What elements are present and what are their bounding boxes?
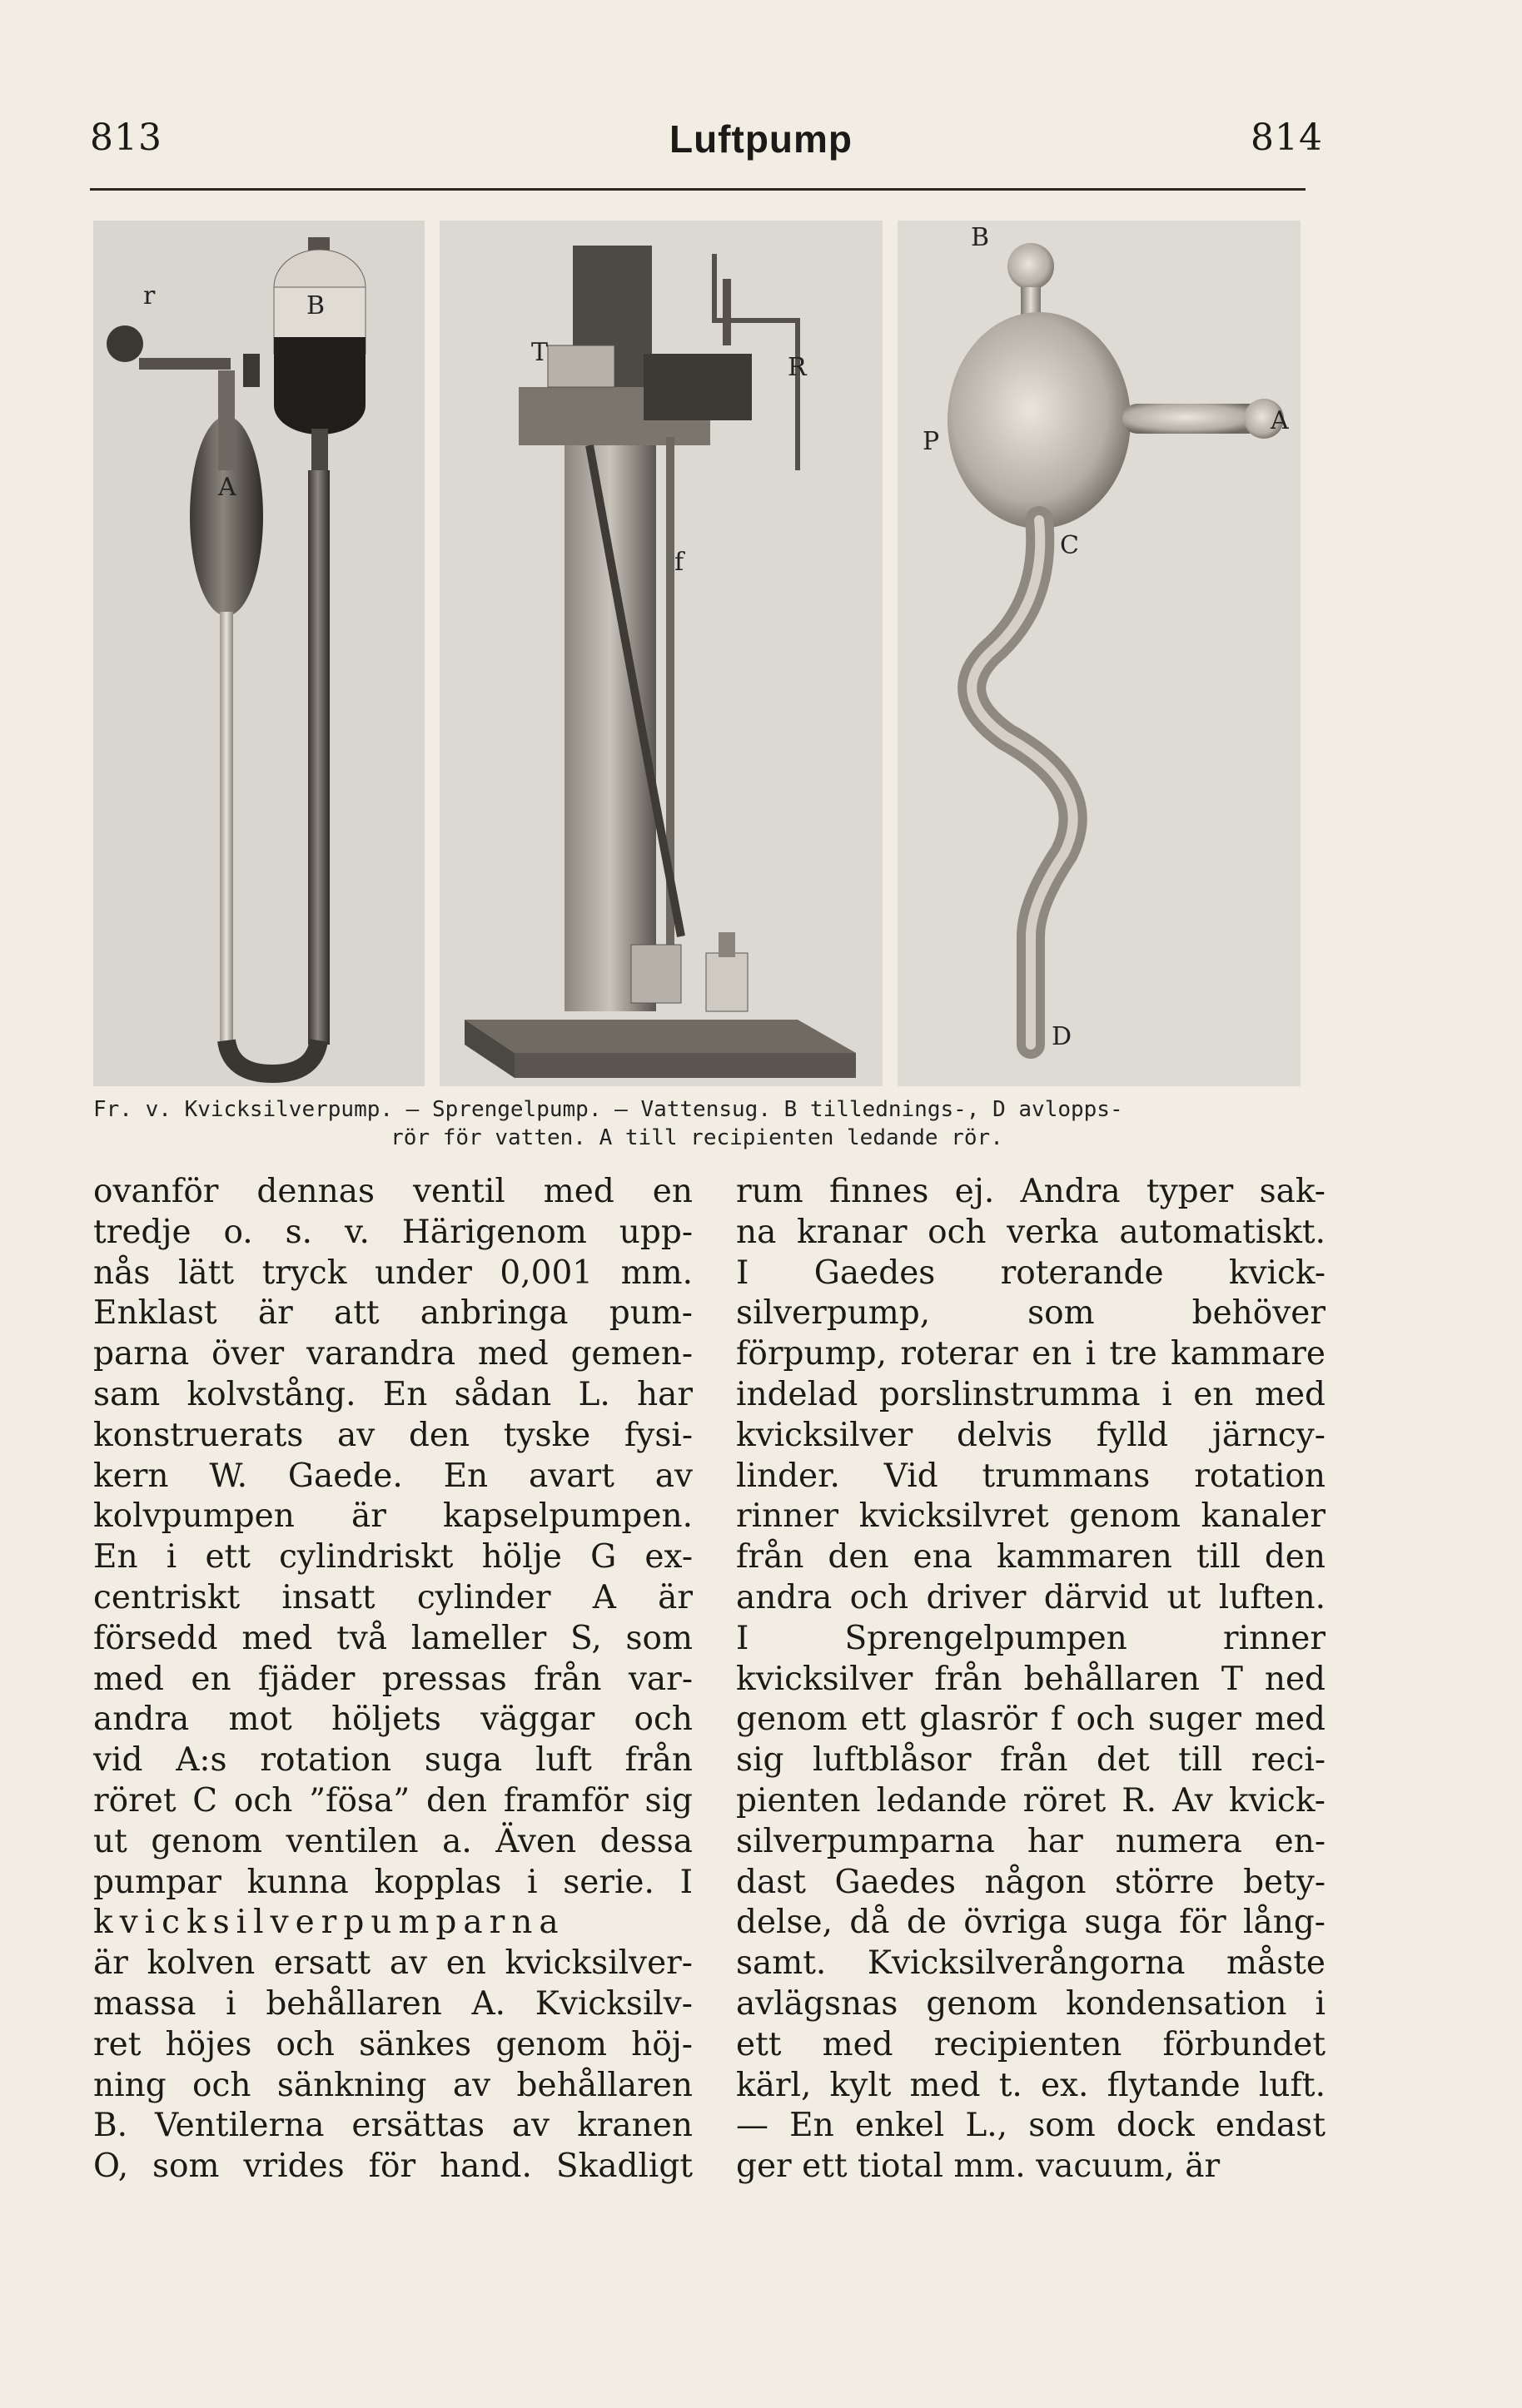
text-line: rum finnes ej. Andra typer sak-: [736, 1173, 1326, 1210]
text-line: förpump, roterar en i tre kammare: [736, 1335, 1326, 1373]
label-B-vattensug: B: [971, 223, 990, 252]
text-line: röret C och ”fösa” den framför sig: [93, 1781, 693, 1820]
text-line: andra och driver därvid ut luften.: [736, 1578, 1326, 1616]
text-line: samt. Kvicksilverångorna måste: [736, 1944, 1326, 1983]
text-line: na kranar och verka automatiskt.: [736, 1213, 1326, 1251]
text-line: En i ett cylindriskt hölje G ex-: [93, 1538, 693, 1576]
rubber-hose: [308, 470, 330, 1045]
text-line: I Gaedes roterande kvick-: [736, 1254, 1326, 1292]
label-A-vattensug: A: [1271, 406, 1289, 435]
sprengelpump-drawing: [440, 221, 883, 1086]
label-C: C: [1060, 531, 1079, 560]
caption-line-1: Fr. v. Kvicksilverpump. — Sprengelpump. — Vattensug. B tillednings-, D avlopps-: [93, 1097, 1123, 1122]
vattensug-drawing: [898, 221, 1301, 1086]
text-line: kern W. Gaede. En avart av: [93, 1457, 693, 1495]
label-A: A: [218, 473, 236, 502]
text-line: I Sprengelpumpen rinner: [736, 1619, 1326, 1657]
text-line: nås lätt tryck under 0,001 mm.: [93, 1254, 693, 1292]
kvicksilverpump-drawing: [93, 221, 425, 1086]
text-line: — En enkel L., som dock endast: [736, 2107, 1326, 2145]
text-line: centriskt insatt cylinder A är: [93, 1578, 693, 1616]
glass-tube-left: [220, 612, 233, 1045]
header-rule: [90, 188, 1306, 191]
text-line: B. Ventilerna ersättas av kranen: [93, 2107, 693, 2145]
text-line: är kolven ersatt av en kvicksilver-: [93, 1944, 693, 1983]
text-line: sam kolvstång. En sådan L. har: [93, 1375, 693, 1413]
text-line: parna över varandra med gemen-: [93, 1335, 693, 1373]
text-line: silverpump, som behöver: [736, 1294, 1326, 1333]
text-line: sig luftblåsor från det till reci-: [736, 1741, 1326, 1780]
text-line: ger ett tiotal mm. vacuum, är: [736, 2147, 1221, 2186]
text-line: Enklast är att anbringa pum-: [93, 1294, 693, 1333]
page-number-right: 814: [1251, 117, 1323, 159]
text-line: dast Gaedes någon större bety-: [736, 1863, 1326, 1901]
label-R: R: [788, 353, 807, 382]
text-line: pumpar kunna kopplas i serie. I: [93, 1863, 693, 1901]
text-line: med en fjäder pressas från var-: [93, 1660, 693, 1698]
glass-bulb: [948, 312, 1131, 529]
label-T: T: [531, 338, 549, 367]
text-line: försedd med två lameller S, som: [93, 1619, 693, 1657]
text-line: rinner kvicksilvret genom kanaler: [736, 1497, 1326, 1536]
label-P: P: [923, 427, 940, 456]
text-line: tredje o. s. v. Härigenom upp-: [93, 1213, 693, 1251]
text-line: silverpumparna har numera en-: [736, 1822, 1326, 1860]
text-line: kärl, kylt med t. ex. flytande luft.: [736, 2066, 1326, 2104]
label-r: r: [143, 281, 156, 310]
text-line: vid A:s rotation suga luft från: [93, 1741, 693, 1780]
text-line: massa i behållaren A. Kvicksilv-: [93, 1984, 693, 2023]
text-line: andra mot höljets väggar och: [93, 1700, 693, 1739]
text-line: från den ena kammaren till den: [736, 1538, 1326, 1576]
text-line: pienten ledande röret R. Av kvick-: [736, 1781, 1326, 1820]
text-line: indelad porslinstrumma i en med: [736, 1375, 1326, 1413]
text-line: ret höjes och sänkes genom höj-: [93, 2025, 693, 2063]
figure-caption: [93, 1095, 1301, 1152]
text-line: O, som vrides för hand. Skadligt: [93, 2147, 693, 2186]
text-line: linder. Vid trummans rotation: [736, 1457, 1326, 1495]
left-text-column: [93, 1172, 693, 2187]
text-line: ett med recipienten förbundet: [736, 2025, 1326, 2063]
text-line: genom ett glasrör f och suger med: [736, 1700, 1326, 1739]
text-line: kolvpumpen är kapselpumpen.: [93, 1497, 693, 1536]
label-D: D: [1052, 1022, 1072, 1051]
text-line: avlägsnas genom kondensation i: [736, 1984, 1326, 2023]
text-line: delse, då de övriga suga för lång-: [736, 1904, 1326, 1942]
kvicksilverpump-illustration: [93, 221, 425, 1086]
sprengelpump-illustration: [440, 221, 883, 1086]
text-line: kvicksilver delvis fylld järncy-: [736, 1416, 1326, 1454]
right-text-column: [736, 1172, 1326, 2187]
text-line: kvicksilver från behållaren T ned: [736, 1660, 1326, 1698]
caption-line-2: rör för vatten. A till recipienten ledande rör.: [390, 1125, 1003, 1150]
label-f: f: [674, 548, 684, 577]
text-line: ning och sänkning av behållaren: [93, 2066, 693, 2104]
text-line: ut genom ventilen a. Även dessa: [93, 1822, 693, 1860]
label-B: B: [306, 291, 326, 320]
side-arm-A: [1122, 404, 1264, 434]
page-number-left: 813: [90, 117, 162, 159]
running-title: Luftpump: [669, 117, 853, 161]
text-line-spaced: kvicksilverpumparna: [93, 1904, 565, 1942]
text-line: ovanför dennas ventil med en: [93, 1173, 693, 1210]
base-tray: [465, 1020, 856, 1053]
vattensug-illustration: [898, 221, 1301, 1086]
text-line: konstruerats av den tyske fysi-: [93, 1416, 693, 1454]
